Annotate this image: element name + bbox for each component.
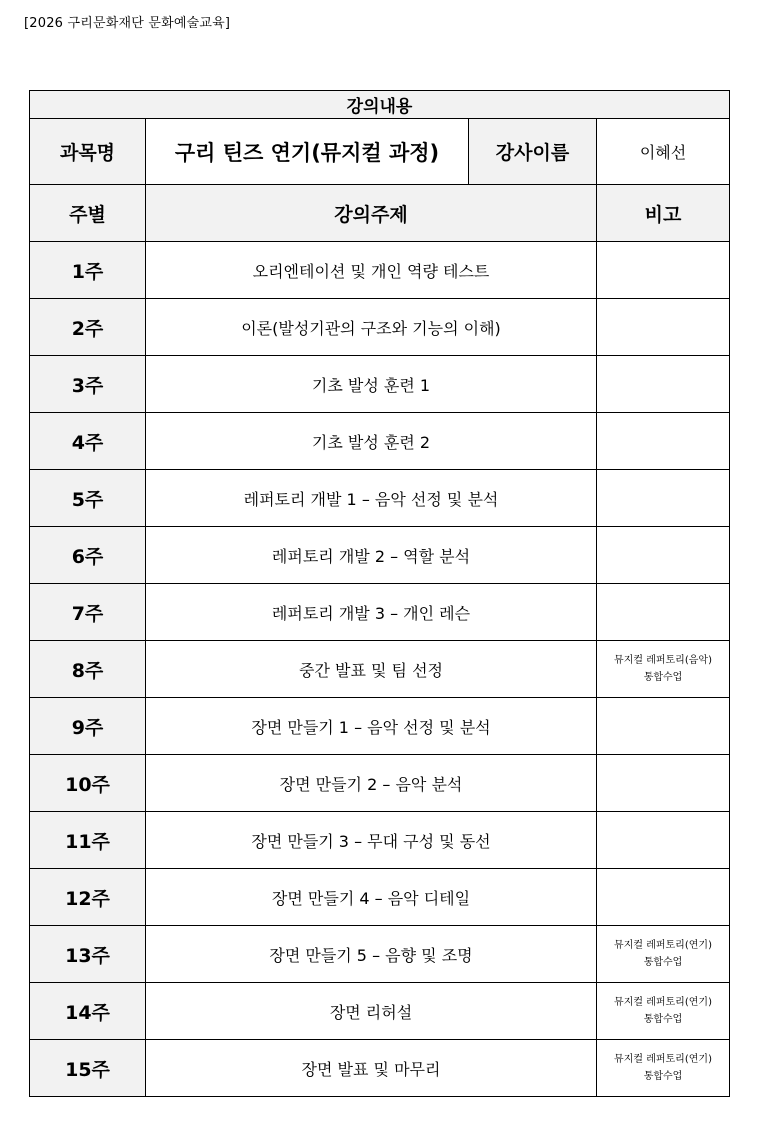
document-header: [2026 구리문화재단 문화예술교육] — [24, 16, 231, 31]
syllabus-table-body — [30, 91, 730, 1097]
note-cell — [597, 584, 730, 641]
note-cell — [597, 755, 730, 812]
week-cell: 5주 — [30, 470, 146, 527]
week-cell: 12주 — [30, 869, 146, 926]
table-row — [30, 926, 730, 983]
week-cell: 9주 — [30, 698, 146, 755]
topic-cell: 레퍼토리 개발 3 – 개인 레슨 — [146, 584, 597, 641]
table-row — [30, 755, 730, 812]
column-header-week: 주별 — [30, 185, 146, 242]
table-row — [30, 584, 730, 641]
column-header-topic: 강의주제 — [146, 185, 597, 242]
table-row — [30, 983, 730, 1040]
week-cell: 1주 — [30, 242, 146, 299]
table-row — [30, 242, 730, 299]
note-cell: 뮤지컬 레퍼토리(연기) 통합수업 — [597, 983, 730, 1040]
week-cell: 10주 — [30, 755, 146, 812]
topic-cell: 오리엔테이션 및 개인 역량 테스트 — [146, 242, 597, 299]
week-cell: 4주 — [30, 413, 146, 470]
course-info-row — [30, 119, 730, 185]
table-row — [30, 1040, 730, 1097]
table-row — [30, 527, 730, 584]
note-cell: 뮤지컬 레퍼토리(음악) 통합수업 — [597, 641, 730, 698]
note-cell — [597, 413, 730, 470]
table-title: 강의내용 — [30, 91, 730, 119]
note-cell — [597, 812, 730, 869]
table-row — [30, 299, 730, 356]
table-row — [30, 698, 730, 755]
topic-cell: 기초 발성 훈련 2 — [146, 413, 597, 470]
table-title-row — [30, 91, 730, 119]
topic-cell: 장면 만들기 2 – 음악 분석 — [146, 755, 597, 812]
topic-cell: 장면 만들기 3 – 무대 구성 및 동선 — [146, 812, 597, 869]
week-cell: 6주 — [30, 527, 146, 584]
instructor-name: 이혜선 — [597, 119, 730, 185]
note-cell — [597, 242, 730, 299]
note-cell — [597, 698, 730, 755]
topic-cell: 장면 리허설 — [146, 983, 597, 1040]
topic-cell: 기초 발성 훈련 1 — [146, 356, 597, 413]
week-cell: 8주 — [30, 641, 146, 698]
syllabus-table — [29, 90, 730, 1097]
table-row — [30, 812, 730, 869]
column-header-note: 비고 — [597, 185, 730, 242]
course-name: 구리 틴즈 연기(뮤지컬 과정) — [146, 119, 469, 185]
topic-cell: 레퍼토리 개발 2 – 역할 분석 — [146, 527, 597, 584]
week-cell: 2주 — [30, 299, 146, 356]
note-cell — [597, 470, 730, 527]
topic-cell: 레퍼토리 개발 1 – 음악 선정 및 분석 — [146, 470, 597, 527]
topic-cell: 장면 만들기 1 – 음악 선정 및 분석 — [146, 698, 597, 755]
table-row — [30, 869, 730, 926]
note-cell — [597, 869, 730, 926]
note-cell — [597, 299, 730, 356]
column-header-row — [30, 185, 730, 242]
note-cell — [597, 356, 730, 413]
topic-cell: 장면 발표 및 마무리 — [146, 1040, 597, 1097]
week-cell: 15주 — [30, 1040, 146, 1097]
topic-cell: 중간 발표 및 팀 선정 — [146, 641, 597, 698]
table-row — [30, 356, 730, 413]
table-row — [30, 413, 730, 470]
week-cell: 14주 — [30, 983, 146, 1040]
course-label: 과목명 — [30, 119, 146, 185]
week-cell: 3주 — [30, 356, 146, 413]
week-cell: 7주 — [30, 584, 146, 641]
week-cell: 11주 — [30, 812, 146, 869]
table-row — [30, 470, 730, 527]
topic-cell: 장면 만들기 4 – 음악 디테일 — [146, 869, 597, 926]
topic-cell: 이론(발성기관의 구조와 기능의 이해) — [146, 299, 597, 356]
table-row — [30, 641, 730, 698]
note-cell: 뮤지컬 레퍼토리(연기) 통합수업 — [597, 1040, 730, 1097]
note-cell — [597, 527, 730, 584]
topic-cell: 장면 만들기 5 – 음향 및 조명 — [146, 926, 597, 983]
instructor-label: 강사이름 — [469, 119, 597, 185]
week-cell: 13주 — [30, 926, 146, 983]
note-cell: 뮤지컬 레퍼토리(연기) 통합수업 — [597, 926, 730, 983]
